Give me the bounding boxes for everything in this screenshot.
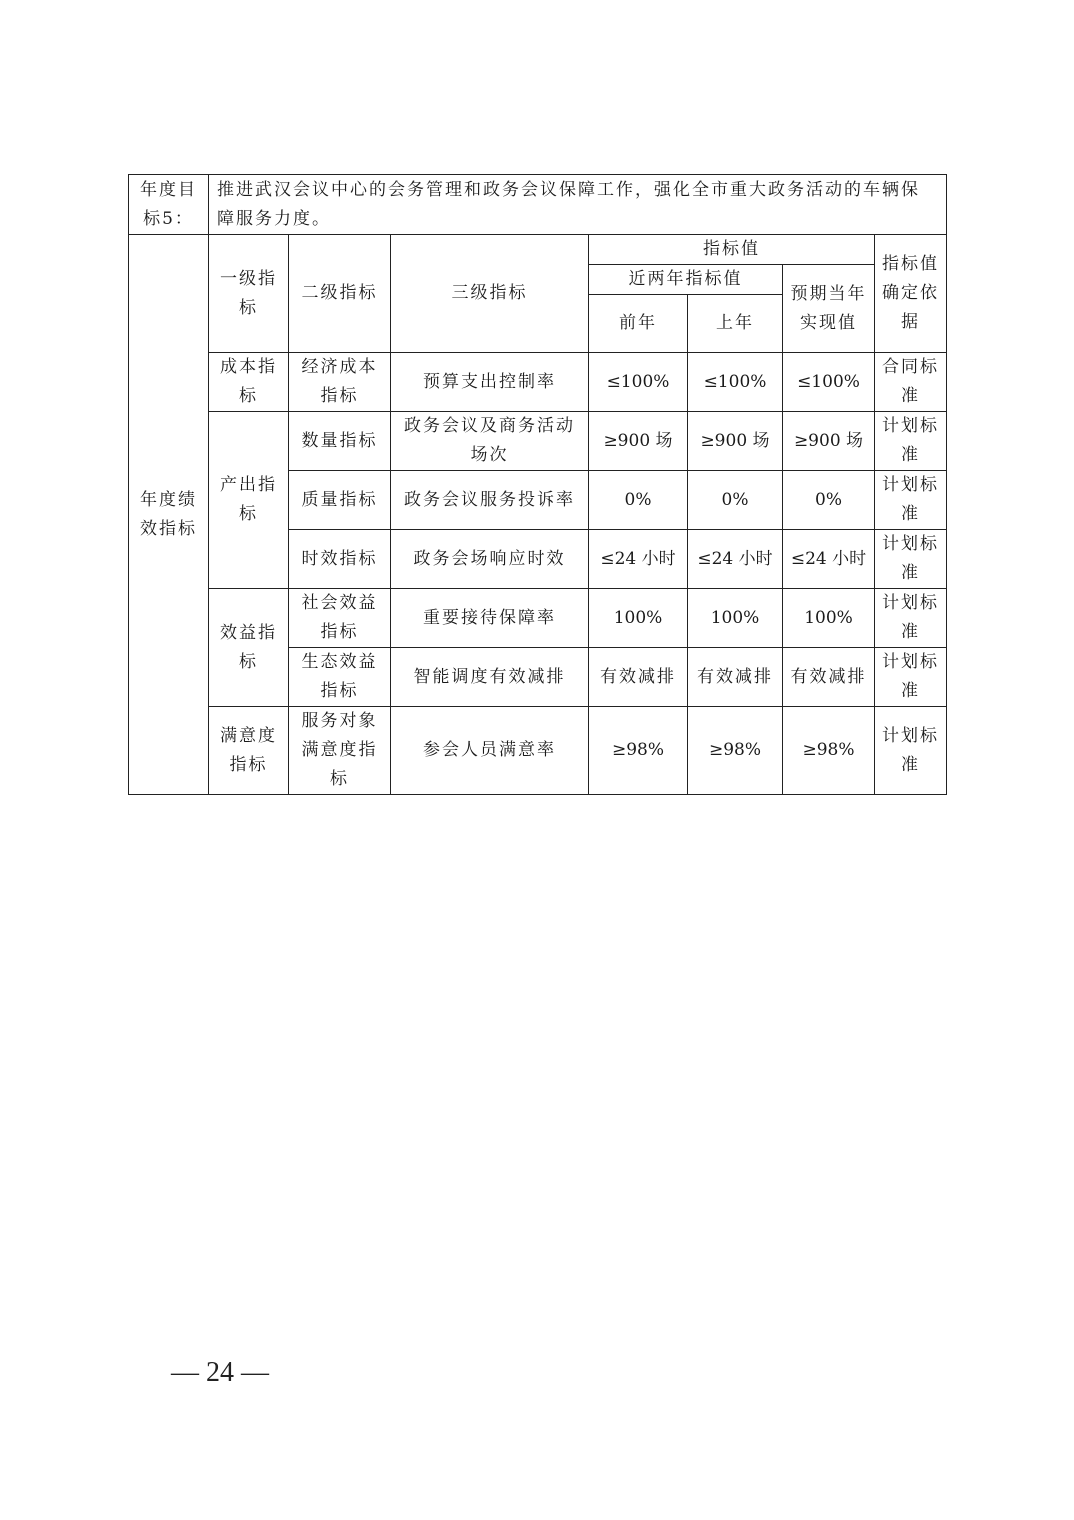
basis-cell: 计划标准	[875, 648, 947, 707]
last-year-cell: ≥98%	[688, 707, 783, 795]
expected-cell: 有效减排	[783, 648, 875, 707]
level1-cell: 产出指标	[209, 412, 289, 589]
last-year-cell: ≥900 场	[688, 412, 783, 471]
level2-cell: 生态效益指标	[289, 648, 391, 707]
expected-cell: ≥900 场	[783, 412, 875, 471]
expected-cell: 100%	[783, 589, 875, 648]
last-year-cell: ≤100%	[688, 353, 783, 412]
basis-cell: 计划标准	[875, 530, 947, 589]
level2-cell: 社会效益指标	[289, 589, 391, 648]
level2-cell: 质量指标	[289, 471, 391, 530]
table-row	[129, 589, 947, 648]
last-year-cell: 有效减排	[688, 648, 783, 707]
last-year-cell: 100%	[688, 589, 783, 648]
performance-table	[128, 174, 947, 795]
table-row	[129, 707, 947, 795]
level3-cell: 预算支出控制率	[391, 353, 589, 412]
header-level2: 二级指标	[289, 235, 391, 353]
header-level1: 一级指标	[209, 235, 289, 353]
level2-cell: 时效指标	[289, 530, 391, 589]
prev-year-cell: ≤24 小时	[589, 530, 688, 589]
expected-cell: ≤24 小时	[783, 530, 875, 589]
goal-label: 年度目标5：	[129, 175, 209, 235]
level3-cell: 政务会议及商务活动场次	[391, 412, 589, 471]
level1-cell: 效益指标	[209, 589, 289, 707]
header-basis: 指标值确定依据	[875, 235, 947, 353]
basis-cell: 计划标准	[875, 412, 947, 471]
table-row	[129, 412, 947, 471]
level1-cell: 满意度指标	[209, 707, 289, 795]
prev-year-cell: ≥900 场	[589, 412, 688, 471]
level3-cell: 政务会议服务投诉率	[391, 471, 589, 530]
header-level3: 三级指标	[391, 235, 589, 353]
indicator-section-label: 年度绩效指标	[129, 235, 209, 795]
prev-year-cell: ≤100%	[589, 353, 688, 412]
level2-cell: 服务对象满意度指标	[289, 707, 391, 795]
expected-cell: ≤100%	[783, 353, 875, 412]
table-row	[129, 353, 947, 412]
basis-cell: 计划标准	[875, 471, 947, 530]
header-prev-year: 前年	[589, 295, 688, 353]
prev-year-cell: 100%	[589, 589, 688, 648]
last-year-cell: 0%	[688, 471, 783, 530]
basis-cell: 计划标准	[875, 707, 947, 795]
level3-cell: 政务会场响应时效	[391, 530, 589, 589]
level1-cell: 成本指标	[209, 353, 289, 412]
expected-cell: 0%	[783, 471, 875, 530]
basis-cell: 合同标准	[875, 353, 947, 412]
page-number: — 24 —	[171, 1357, 269, 1388]
header-expected: 预期当年实现值	[783, 265, 875, 353]
expected-cell: ≥98%	[783, 707, 875, 795]
prev-year-cell: ≥98%	[589, 707, 688, 795]
basis-cell: 计划标准	[875, 589, 947, 648]
header-last-year: 上年	[688, 295, 783, 353]
level3-cell: 重要接待保障率	[391, 589, 589, 648]
level2-cell: 经济成本指标	[289, 353, 391, 412]
level3-cell: 智能调度有效减排	[391, 648, 589, 707]
header-recent-two-years: 近两年指标值	[589, 265, 783, 295]
header-indicator-value: 指标值	[589, 235, 875, 265]
level2-cell: 数量指标	[289, 412, 391, 471]
prev-year-cell: 有效减排	[589, 648, 688, 707]
goal-text: 推进武汉会议中心的会务管理和政务会议保障工作，强化全市重大政务活动的车辆保障服务力度。	[209, 175, 947, 235]
prev-year-cell: 0%	[589, 471, 688, 530]
level3-cell: 参会人员满意率	[391, 707, 589, 795]
last-year-cell: ≤24 小时	[688, 530, 783, 589]
